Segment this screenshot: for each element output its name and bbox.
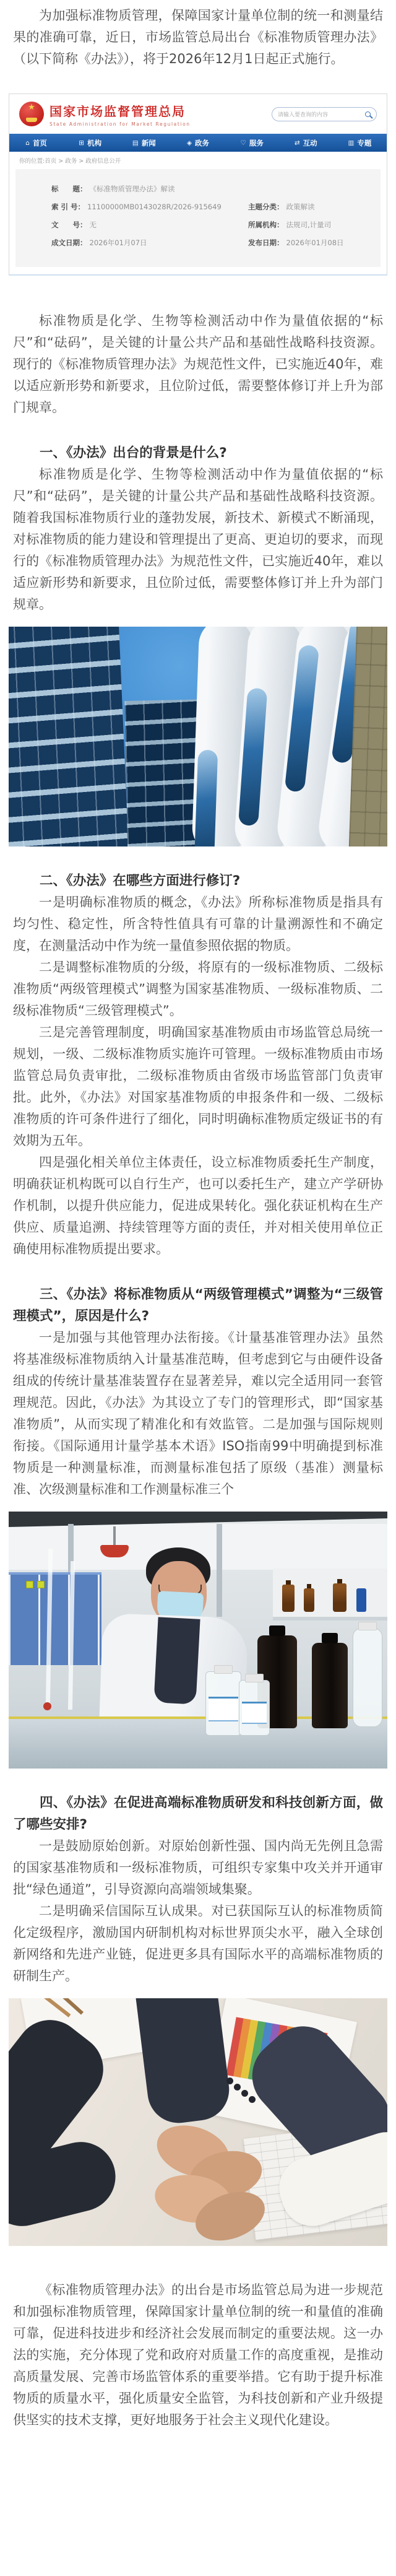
meta-row-dates [51,238,374,256]
bracelet-bead [249,2096,256,2103]
meta-docno-label: 文 号： [51,220,90,229]
meta-title-value: 《标准物质管理办法》解读 [89,185,175,193]
nav-label: 政务 [195,138,210,147]
nav-label: 新闻 [141,138,156,147]
gov-site-screenshot [9,94,387,276]
meta-written-label: 成文日期： [51,238,90,247]
lead-paragraph: 标准物质是化学、生物等检测活动中作为量值依据的“标尺”和“砝码”，是关键的计量公共产品和基础性战略科技资源。现行的《标准物质管理办法》为规范性文件，已实施近40年，难以适应新形势和新要求，且位阶过低，需要整体修订并上升为部门规章。 [13,313,383,415]
blue-cabinet [9,1572,101,1665]
section-heading-3: 三、《办法》将标准物质从“两级管理模式”调整为“三级管理模式”，原因是什么? [13,1287,383,1324]
suit-arm [131,1998,233,2126]
news-icon: ▤ [132,139,139,147]
amber-bottle [282,1585,295,1612]
section-3-paragraph: 一是加强与其他管理办法衔接。《计量基准管理办法》虽然将基准级标准物质纳入计量基准范畴，但考虑到它与由硬件设备组成的传统计量基准装置存在显著差异，难以完全适用同一套管理规范。因此，《办法》为其设立了专门的管理形式，即“国家基准物质”，从而实现了精准化和有效监管。二是加强与国际规则衔接。《国际通用计量学基本术语》ISO指南99中明确提到标准物质是一种测量标准，而测量标准包括了原级（基准）测量标准、次级测量标准和工作测量标准三个 [13,1330,383,1497]
search-input[interactable] [272,107,377,121]
meta-index-value: 11100000MB0143028R/2026-915649 [87,202,222,211]
amber-bottle [304,1588,314,1612]
buildings-photo [9,627,387,846]
nav-label: 机构 [87,138,102,147]
interaction-icon: ⇄ [294,139,300,147]
section-4-paragraph: 二是明确采信国际互认成果。对已获国际互认的标准物质简化定级程序，激励国内研制机构对标世界顶尖水平，融入全球创新网络和先进产业链，促进更多具有国际水平的高端标准物质的研制生产。 [13,1904,383,1983]
nav-label: 专题 [357,138,372,147]
section-heading-2: 二、《办法》在哪些方面进行修订? [40,873,241,889]
site-nav [9,134,387,152]
gate-icon [26,118,37,122]
blue-bottle [356,1588,366,1612]
document-meta-panel [15,169,381,267]
section-2-paragraph: 四是强化相关单位主体责任，设立标准物质委托生产制度，明确获证机构既可以自行生产，也可以委托生产，建立产学研协作机制，以提升供应能力，促进成果转化。强化获证机构在生产供应、质量追溯、持续管理等方面的责任，并对相关使用单位正确使用标准物质提出要求。 [13,1155,383,1256]
service-icon: ♡ [240,139,246,147]
stopcock [43,1702,51,1710]
search-placeholder: 请输入要查询的内容 [278,111,329,118]
meta-category-value: 政策解读 [286,202,315,211]
section-heading-4: 四、《办法》在促进高端标准物质研发和科技创新方面，做了哪些安排? [13,1795,383,1832]
nav-item-topics[interactable] [333,134,387,152]
section-4-paragraph: 一是鼓励原始创新。对原始创新性强、国内尚无先例且急需的国家基准物质和一级标准物质，可组织专家集中攻关并开通审批“绿色通道”，引导资源向高端领域集聚。 [13,1838,383,1897]
meta-org-value: 法规司,计量司 [286,220,332,229]
meta-published-label: 发布日期： [248,238,286,247]
star-icon: ★ [28,103,35,112]
amber-bottle [333,1583,346,1612]
meta-title-label: 标 题： [51,185,90,193]
section-heading-1: 一、《办法》出台的背景是什么? [40,445,227,461]
nav-label: 互动 [303,138,317,147]
clear-bottle [205,1671,241,1736]
nav-label: 服务 [249,138,264,147]
section-2-paragraph: 一是明确标准物质的概念，《办法》所称标准物质是指具有均匀性、稳定性，所含特性值具有可靠的计量溯源性和不确定度，在测量活动中作为统一量值参照依据的物质。 [13,895,383,953]
breadcrumb: 你的位置:首页 > 政务 > 政府信息公开 [19,158,121,165]
site-subtitle: State Administration for Market Regulation [50,121,191,127]
clear-bottle [239,1680,270,1736]
search-icon[interactable] [365,111,371,117]
meta-org-label: 所属机构： [248,220,286,229]
section-2-paragraph: 二是调整标准物质的分级，将原有的一级标准物质、二级标准物质“两级管理模式”调整为国家基准物质、一级标准物质、二级标准物质“三级管理模式”。 [13,960,383,1018]
bracelet-bead [241,2090,248,2097]
section-2-paragraph: 三是完善管理制度，明确国家基准物质由市场监管总局统一规划，一级、二级标准物质实施许可管理。一级标准物质由市场监管总局负责审批，二级标准物质由省级市场监管部门负责审批。此外，《办法》对国家基准物质的申报条件和一级、二级标准物质的许可条件进行了细化，同时明确标准物质定级证书的有效期为五年。 [13,1025,383,1148]
nav-item-organization[interactable] [63,134,117,152]
laboratory-photo [9,1512,387,1769]
national-emblem-icon [19,102,44,126]
bracelet-bead [226,2078,233,2084]
site-title: 国家市场监督管理总局 [50,103,186,119]
bracelet-bead [234,2084,241,2091]
nav-item-service[interactable] [225,134,279,152]
meta-row-index [51,202,374,220]
nav-item-home[interactable] [9,134,63,152]
home-icon: ⌂ [25,139,30,147]
government-affairs-icon: ◈ [186,139,192,147]
meta-row-title [51,184,374,202]
site-logo [50,102,191,127]
lab-person-hoodie [153,1617,200,1704]
nav-label: 首页 [32,138,47,147]
meta-category-label: 主题分类： [248,202,286,211]
topics-icon: ▥ [348,139,355,147]
dark-reagent-bottle [312,1643,348,1728]
section-1-paragraph: 标准物质是化学、生物等检测活动中作为量值依据的“标尺”和“砝码”，是关键的计量公共产品和基础性战略科技资源。随着我国标准物质行业的蓬勃发展，新技术、新模式不断涌现，对标准物质的能力建设和管理提出了更高、更迫切的要求，而现行的《标准物质管理办法》为规范性文件，已实施近40年，难以适应新形势和新要求，且位阶过低，需要整体修订并上升为部门规章。 [13,467,383,612]
closing-paragraph: 《标准物质管理办法》的出台是市场监管总局为进一步规范和加强标准物质管理，保障国家计量单位制的统一和量值的准确可靠，促进科技进步和经济社会发展而制定的重要法规。这一办法的实施，充分体现了党和政府对质量工作的高度重视，是推动高质量发展、完善市场监管体系的重要举措。它有助于提升标准物质的质量水平，强化质量安全监管，为科技创新和产业升级提供坚实的技术支撑，更好地服务于社会主义现代化建设。 [13,2282,383,2427]
glass-tower-left [9,627,129,846]
meta-docno-value: 无 [89,220,97,229]
nav-item-government-affairs[interactable] [171,134,225,152]
glass-bottle [353,1628,382,1727]
meta-published-value: 2026年01月08日 [286,238,344,247]
nav-item-interaction[interactable] [279,134,333,152]
meta-row-docno [51,220,374,238]
site-header [9,94,387,134]
intro-paragraph: 为加强标准物质管理，保障国家计量单位制的统一和测量结果的准确可靠，近日，市场监管总局出台《标准物质管理办法》（以下简称《办法》），将于2026年12月1日起正式施行。 [13,8,383,66]
meta-index-label: 索 引 号： [51,202,88,211]
teamwork-photo [9,1998,387,2246]
nav-item-news[interactable] [117,134,171,152]
meta-written-value: 2026年01月07日 [89,238,147,247]
organization-icon: ⊞ [79,139,85,147]
